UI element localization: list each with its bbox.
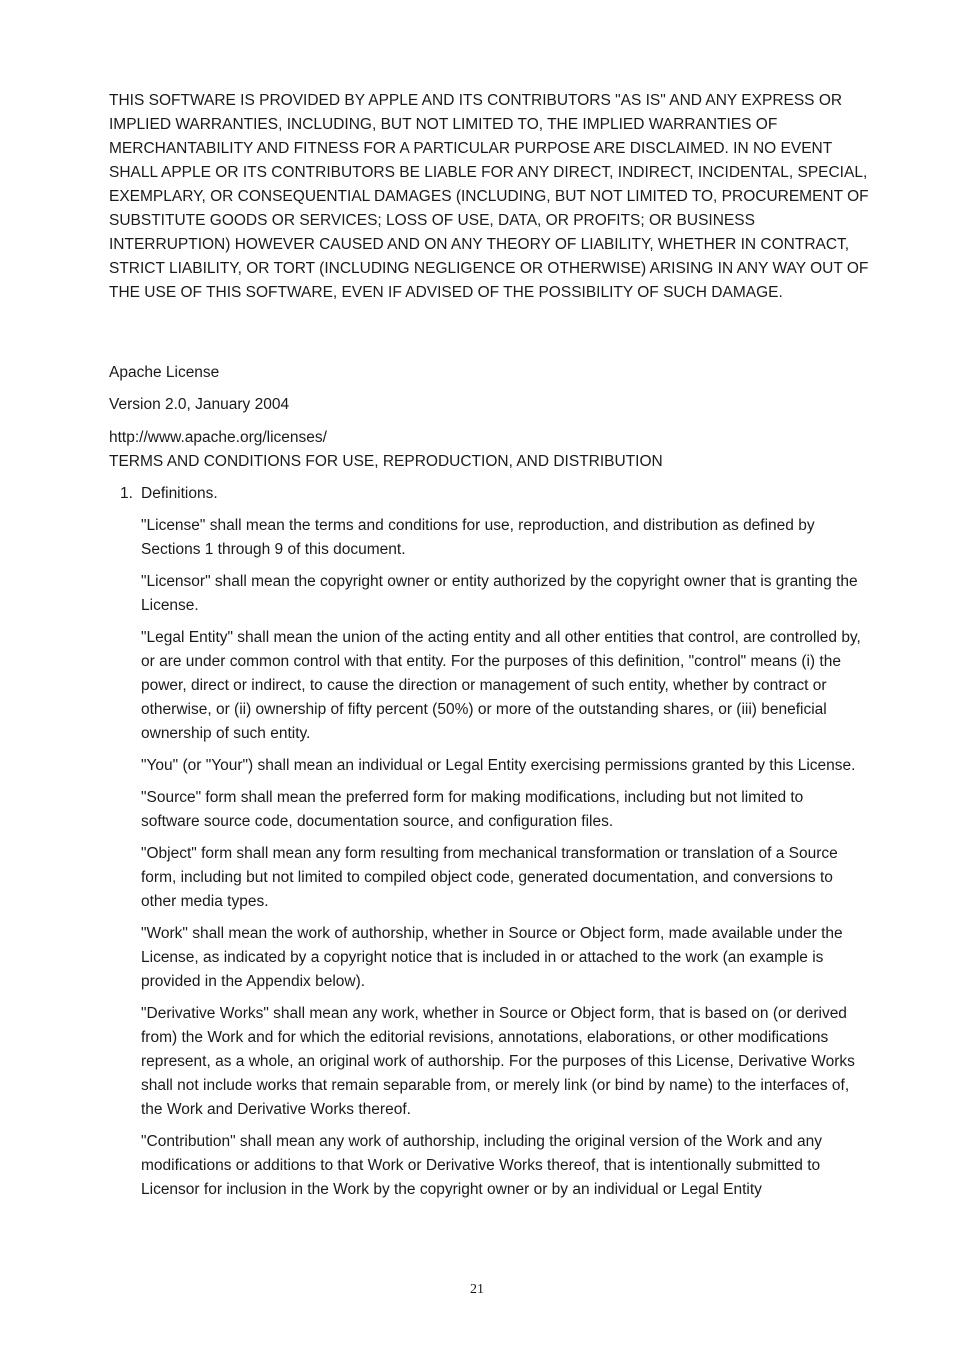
definition-license: "License" shall mean the terms and conditions for use, reproduction, and distribution as defined by Sections 1 through 9 of this document. xyxy=(141,517,815,558)
disclaimer-paragraph: THIS SOFTWARE IS PROVIDED BY APPLE AND ITS CONTRIBUTORS "AS IS" AND ANY EXPRESS OR IMPLIED WARRANTIES, INCLUDING, BUT NOT LIMITED TO, THE IMPLIED WARRANTIES OF MERCHANTABILITY AND FITNESS FOR A PARTICULAR PURPOSE ARE DISCLAIMED. IN NO EVENT SHALL APPLE OR ITS CONTRIBUTORS BE LIABLE FOR ANY DIRECT, INDIRECT, INCIDENTAL, SPECIAL, EXEMPLARY, OR CONSEQUENTIAL DAMAGES (INCLUDING, BUT NOT LIMITED TO, PROCUREMENT OF SUBSTITUTE GOODS OR SERVICES; LOSS OF USE, DATA, OR PROFITS; OR BUSINESS INTERRUPTION) HOWEVER CAUSED AND ON ANY THEORY OF LIABILITY, WHETHER IN CONTRACT, STRICT LIABILITY, OR TORT (INCLUDING NEGLIGENCE OR OTHERWISE) ARISING IN ANY WAY OUT OF THE USE OF THIS SOFTWARE, EVEN IF ADVISED OF THE POSSIBILITY OF SUCH DAMAGE. xyxy=(109,92,869,301)
license-url: http://www.apache.org/licenses/ xyxy=(109,429,327,446)
terms-heading: TERMS AND CONDITIONS FOR USE, REPRODUCTION, AND DISTRIBUTION xyxy=(109,453,663,470)
section-number: 1. xyxy=(120,485,133,502)
definition-legal-entity: "Legal Entity" shall mean the union of the acting entity and all other entities that control, are controlled by, or are under common control with that entity. For the purposes of this definition, "control" means (i) the power, direct or indirect, to cause the direction or management of such entity, whether by contract or otherwise, or (ii) ownership of fifty percent (50%) or more of the outstanding shares, or (iii) beneficial ownership of such entity. xyxy=(141,629,861,742)
definitions-list xyxy=(141,514,865,1210)
license-version: Version 2.0, January 2004 xyxy=(109,396,290,413)
definition-object: "Object" form shall mean any form resulting from mechanical transformation or translation of a Source form, including but not limited to compiled object code, generated documentation, and conversions to other media types. xyxy=(141,845,838,910)
definition-you: "You" (or "Your") shall mean an individual or Legal Entity exercising permissions granted by this License. xyxy=(141,757,856,774)
section-title: Definitions. xyxy=(141,485,218,502)
page-number: 21 xyxy=(470,1282,484,1297)
definition-licensor: "Licensor" shall mean the copyright owner or entity authorized by the copyright owner that is granting the License. xyxy=(141,573,858,614)
definition-contribution: "Contribution" shall mean any work of authorship, including the original version of the Work and any modifications or additions to that Work or Derivative Works thereof, that is intentionally submitted to Licensor for inclusion in the Work by the copyright owner or by an individual or Legal Entity xyxy=(141,1133,823,1198)
definition-work: "Work" shall mean the work of authorship, whether in Source or Object form, made available under the License, as indicated by a copyright notice that is included in or attached to the work (an example is provided in the Appendix below). xyxy=(141,925,843,990)
definition-source: "Source" form shall mean the preferred form for making modifications, including but not limited to software source code, documentation source, and configuration files. xyxy=(141,789,804,830)
definition-derivative-works: "Derivative Works" shall mean any work, whether in Source or Object form, that is based on (or derived from) the Work and for which the editorial revisions, annotations, elaborations, or other modifications represent, as a whole, an original work of authorship. For the purposes of this License, Derivative Works shall not include works that remain separable from, or merely link (or bind by name) to the interfaces of, the Work and Derivative Works thereof. xyxy=(141,1005,855,1118)
license-name: Apache License xyxy=(109,364,220,381)
